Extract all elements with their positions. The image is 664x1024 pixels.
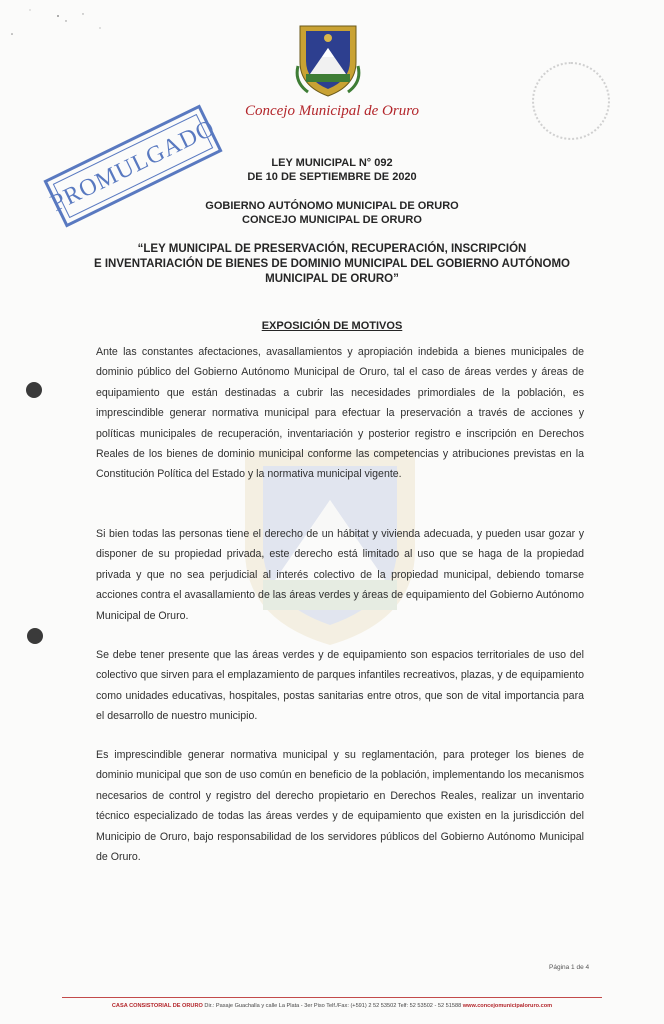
footer-address: Dir.: Pasaje Guachalla y calle La Plata - 3er Piso Telf./Fax: (+591) 2 52 53502 Telf: 52 53502 - 52 51588 [204,1003,462,1009]
scan-specks [0,0,120,60]
law-name-heading [0,242,664,287]
footer [60,1003,604,1009]
law-date: DE 10 DE SEPTIEMBRE DE 2020 [247,171,417,183]
law-name-line-2: E INVENTARIACIÓN DE BIENES DE DOMINIO MUNICIPAL DEL GOBIERNO AUTÓNOMO [94,258,570,270]
motive-paragraph: Se debe tener presente que las áreas verdes y de equipamiento son espacios territoriales de uso del colectivo que sirven para el emplazamiento de parques infantiles recreativos, plazas, y de equipamiento como unidades educativas, hospitales, postas sanitarias entre otros, que son de vital importancia para el desarrollo de nuestro municipio. [96,649,584,723]
motive-paragraph: Es imprescindible generar normativa municipal y su reglamentación, para proteger los bienes de dominio municipal que son de uso común en beneficio de la población, implementando los mecanismos necesarios de control y registro del derecho propietario en Derechos Reales, realizar un inventario técnico especializado de todas las áreas verdes y de equipamiento que existen en la jurisdicción del Municipio de Oruro, bajo responsabilidad de los servidores públicos del Gobierno Autónomo Municipal de Oruro. [96,749,584,864]
stamp-text: PROMULGADO [46,114,220,217]
government-name: GOBIERNO AUTÓNOMO MUNICIPAL DE ORURO [205,200,459,212]
faint-round-seal [532,62,610,140]
council-name: CONCEJO MUNICIPAL DE ORURO [242,214,422,226]
municipal-coat-of-arms-icon [294,22,362,98]
law-number: LEY MUNICIPAL N° 092 [271,157,393,169]
punch-hole [27,628,43,644]
section-title: EXPOSICIÓN DE MOTIVOS [261,320,403,332]
punch-hole [26,382,42,398]
footer-institution: CASA CONSISTORIAL DE ORURO [111,1003,203,1009]
government-heading [0,199,664,227]
institution-logo-text: Concejo Municipal de Oruro [244,103,419,119]
motive-paragraph: Ante las constantes afectaciones, avasallamientos y apropiación indebida a bienes municipales de dominio público del Gobierno Autónomo Municipal de Oruro, tal el caso de áreas verdes y áreas de equipamiento que están destinadas a cubrir las necesidades primordiales de la población, es imprescindible generar normativa municipal para efectuar la preservación a través de acciones y políticas municipales de recuperación, inventariación y posterior registro e inscripción en Derechos Reales de los bienes de dominio municipal conforme las competencias y atribuciones previstas en la Constitución Política del Estado y la normativa municipal vigente. [96,346,584,481]
footer-website: www.concejomunicipaloruro.com [462,1003,553,1009]
motive-paragraph: Si bien todas las personas tiene el derecho de un hábitat y vivienda adecuada, y pueden usar gozar y disponer de su propiedad privada, este derecho está limitado al uso que se haga de la propiedad privada y que no sea perjudicial al interés colectivo de la propiedad municipal, debiendo tomarse acciones contra el avasallamiento de las áreas verdes y áreas de equipamiento del Gobierno Autónomo Municipal de Oruro. [96,528,584,622]
page-number: Página 1 de 4 [549,964,590,971]
law-number-heading [0,156,664,184]
law-name-line-3: MUNICIPAL DE ORURO” [265,273,399,285]
footer-divider [62,997,602,998]
law-name-line-1: “LEY MUNICIPAL DE PRESERVACIÓN, RECUPERACIÓN, INSCRIPCIÓN [137,243,527,255]
